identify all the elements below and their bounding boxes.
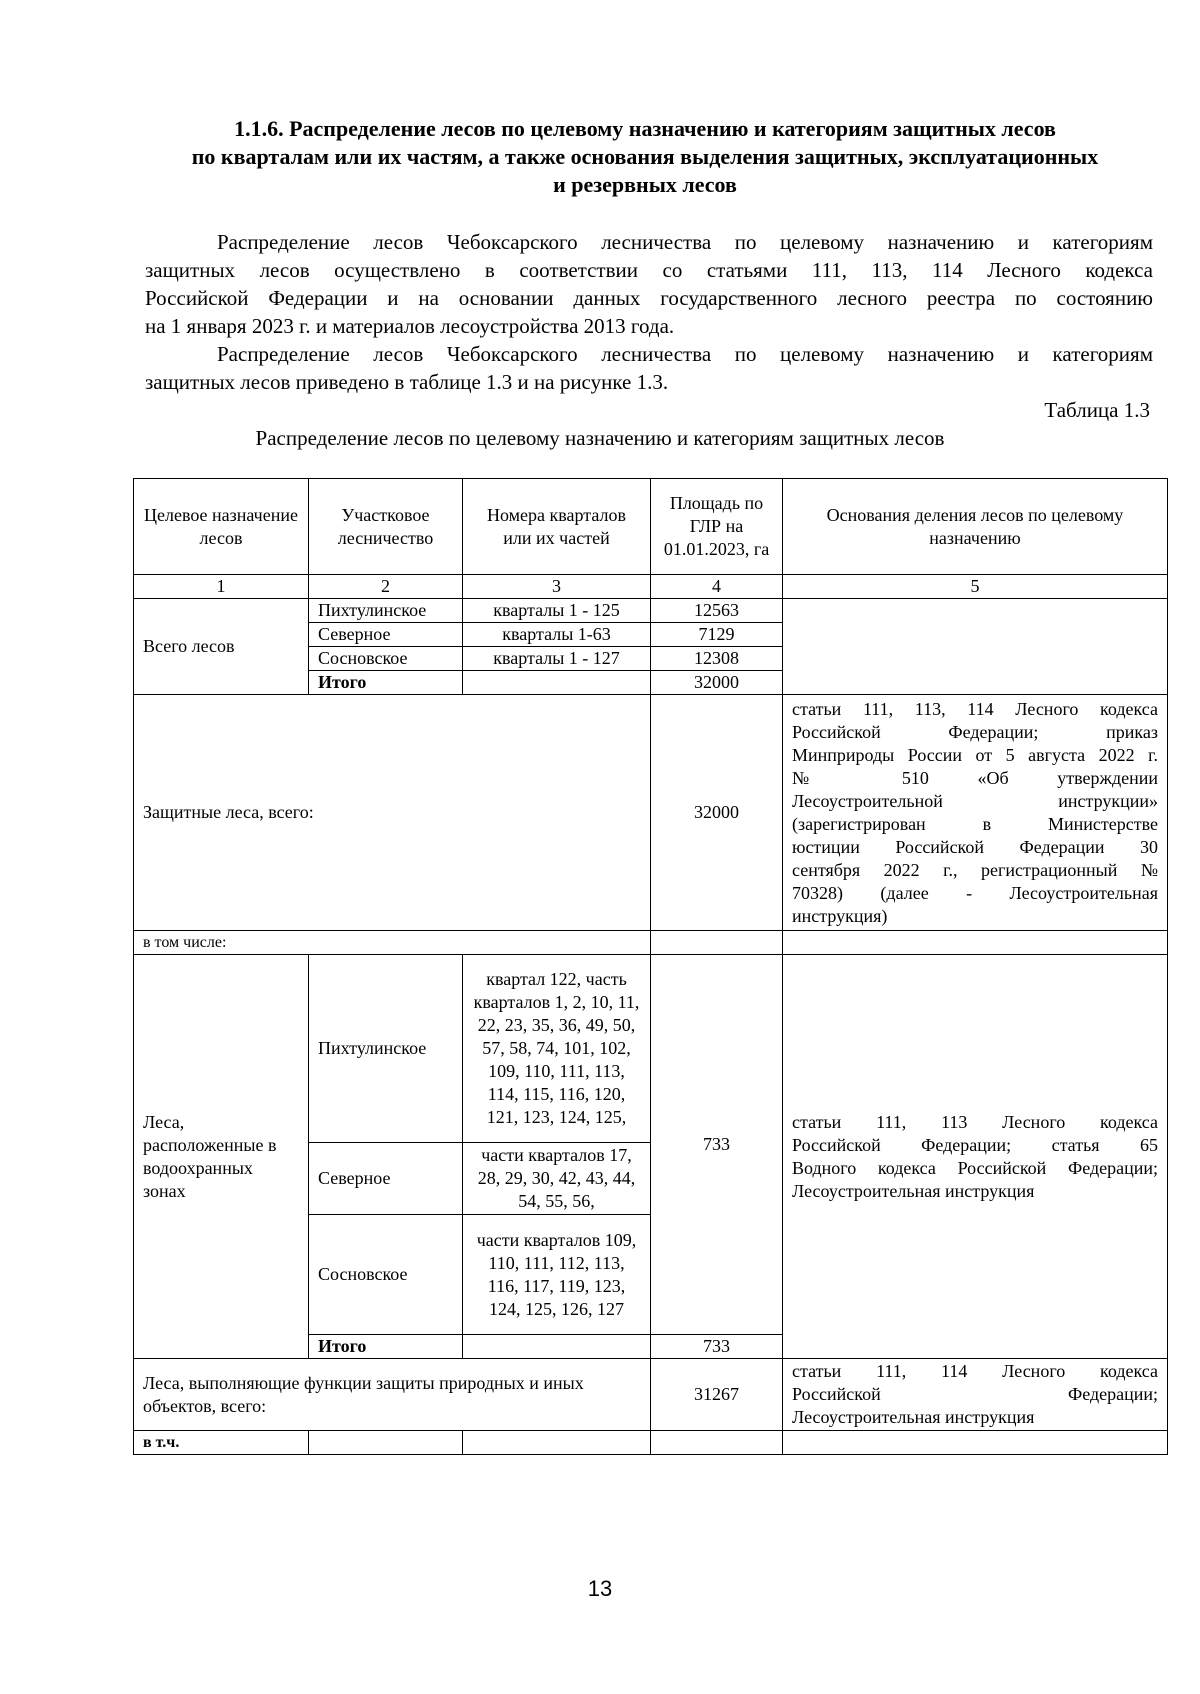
paragraph-2-line: Распределение лесов Чебоксарского лесничества по целевому назначению и категориям — [217, 342, 1153, 366]
quarters-cell: квартал 122, часть кварталов 1, 2, 10, 11, 22, 23, 35, 36, 49, 50, 57, 58, 74, 101, 102, 109, 110, 111, 113, 114, 115, 116, 120, 121, 123, 124, 125, — [463, 955, 651, 1143]
table-row — [134, 931, 1168, 955]
district-cell: Сосновское — [309, 1215, 463, 1335]
water-protection-label: Леса, расположенные в водоохранных зонах — [134, 955, 309, 1359]
heading-line-2: по кварталам или их частям, а также основания выделения защитных, эксплуатационных — [191, 144, 1099, 169]
quarters-cell: кварталы 1 - 125 — [463, 599, 651, 623]
basis-line: статьи 111, 113, 114 Лесного кодекса — [792, 698, 1158, 719]
table-caption: Распределение лесов по целевому назначению и категориям защитных лесов — [255, 426, 945, 450]
district-cell: Северное — [309, 1143, 463, 1215]
forest-distribution-table — [133, 478, 1168, 1455]
basis-line: Лесоустроительная инструкция — [792, 1407, 1035, 1427]
district-cell: Сосновское — [309, 647, 463, 671]
table-row — [134, 1359, 1168, 1431]
including-label: в том числе: — [134, 931, 651, 955]
basis-line: инструкция) — [792, 905, 888, 926]
paragraph-1-line: Российской Федерации и на основании данных государственного лесного реестра по состоянию — [145, 286, 1153, 310]
total-forests-label: Всего лесов — [134, 599, 309, 695]
empty-cell — [651, 1431, 783, 1455]
table-row — [134, 695, 1168, 931]
district-cell: Пихтулинское — [309, 599, 463, 623]
header-district: Участковое лесничество — [309, 479, 463, 575]
basis-line: Водного кодекса Российской Федерации; — [792, 1157, 1158, 1178]
district-cell: Пихтулинское — [309, 955, 463, 1143]
basis-cell-empty — [783, 599, 1168, 695]
paragraph-1-line: защитных лесов осуществлено в соответствии со статьями 111, 113, 114 Лесного кодекса — [145, 258, 1153, 282]
nature-protection-area: 31267 — [651, 1359, 783, 1431]
nature-protection-basis — [783, 1359, 1168, 1431]
area-cell: 7129 — [651, 623, 783, 647]
header-purpose: Целевое назначение лесов — [134, 479, 309, 575]
empty-cell — [463, 671, 651, 695]
quarters-cell: кварталы 1-63 — [463, 623, 651, 647]
total-label: Итого — [309, 671, 463, 695]
basis-line: статьи 111, 114 Лесного кодекса — [792, 1361, 1158, 1381]
page-number: 13 — [587, 1576, 613, 1601]
vtch-label: в т.ч. — [134, 1431, 309, 1455]
paragraph-2 — [145, 340, 1153, 396]
table-number-label: Таблица 1.3 — [1044, 398, 1150, 422]
empty-cell — [651, 931, 783, 955]
column-number: 5 — [783, 575, 1168, 599]
header-basis: Основания деления лесов по целевому назначению — [783, 479, 1168, 575]
area-cell: 12308 — [651, 647, 783, 671]
basis-line: юстиции Российской Федерации 30 — [792, 836, 1158, 857]
area-cell: 12563 — [651, 599, 783, 623]
column-number: 3 — [463, 575, 651, 599]
table-row — [134, 1431, 1168, 1455]
basis-line: Российской Федерации; статья 65 — [792, 1134, 1158, 1155]
empty-cell — [783, 1431, 1168, 1455]
basis-line: № 510 «Об утверждении — [792, 767, 1158, 788]
quarters-cell: части кварталов 17, 28, 29, 30, 42, 43, 44, 54, 55, 56, — [463, 1143, 651, 1215]
basis-line: (зарегистрирован в Министерстве — [792, 813, 1158, 834]
column-number: 1 — [134, 575, 309, 599]
basis-line: Российской Федерации; приказ — [792, 721, 1158, 742]
basis-line: Российской Федерации; — [792, 1384, 1158, 1404]
water-protection-area: 733 — [651, 955, 783, 1335]
basis-line: Лесоустроительная инструкция — [792, 1180, 1035, 1201]
paragraph-1 — [145, 228, 1153, 340]
basis-line: 70328) (далее - Лесоустроительная — [792, 882, 1158, 903]
table-header-row — [134, 479, 1168, 575]
total-area: 733 — [651, 1335, 783, 1359]
column-number-row — [134, 575, 1168, 599]
header-area: Площадь по ГЛР на 01.01.2023, га — [651, 479, 783, 575]
nature-protection-label: Леса, выполняющие функции защиты природных и иных объектов, всего: — [134, 1359, 651, 1431]
empty-cell — [463, 1335, 651, 1359]
basis-line: статьи 111, 113 Лесного кодекса — [792, 1111, 1158, 1132]
heading-line-1: 1.1.6. Распределение лесов по целевому назначению и категориям защитных лесов — [234, 116, 1056, 141]
section-heading — [140, 115, 1150, 199]
total-label: Итого — [309, 1335, 463, 1359]
paragraph-2-line: защитных лесов приведено в таблице 1.3 и на рисунке 1.3. — [145, 370, 669, 394]
empty-cell — [309, 1431, 463, 1455]
protective-area: 32000 — [651, 695, 783, 931]
water-protection-basis — [783, 955, 1168, 1359]
table-row — [134, 955, 1168, 1143]
quarters-cell: кварталы 1 - 127 — [463, 647, 651, 671]
paragraph-1-line: на 1 января 2023 г. и материалов лесоустройства 2013 года. — [145, 314, 675, 338]
protective-label: Защитные леса, всего: — [134, 695, 651, 931]
protective-basis — [783, 695, 1168, 931]
district-cell: Северное — [309, 623, 463, 647]
paragraph-1-line: Распределение лесов Чебоксарского лесничества по целевому назначению и категориям — [217, 230, 1153, 254]
column-number: 4 — [651, 575, 783, 599]
column-number: 2 — [309, 575, 463, 599]
header-quarters: Номера кварталов или их частей — [463, 479, 651, 575]
basis-line: Минприроды России от 5 августа 2022 г. — [792, 744, 1158, 765]
basis-line: сентября 2022 г., регистрационный № — [792, 859, 1158, 880]
quarters-cell: части кварталов 109, 110, 111, 112, 113, 116, 117, 119, 123, 124, 125, 126, 127 — [463, 1215, 651, 1335]
table-row — [134, 599, 1168, 623]
heading-line-3: и резервных лесов — [553, 172, 737, 197]
empty-cell — [783, 931, 1168, 955]
basis-line: Лесоустроительной инструкции» — [792, 790, 1158, 811]
empty-cell — [463, 1431, 651, 1455]
total-area: 32000 — [651, 671, 783, 695]
